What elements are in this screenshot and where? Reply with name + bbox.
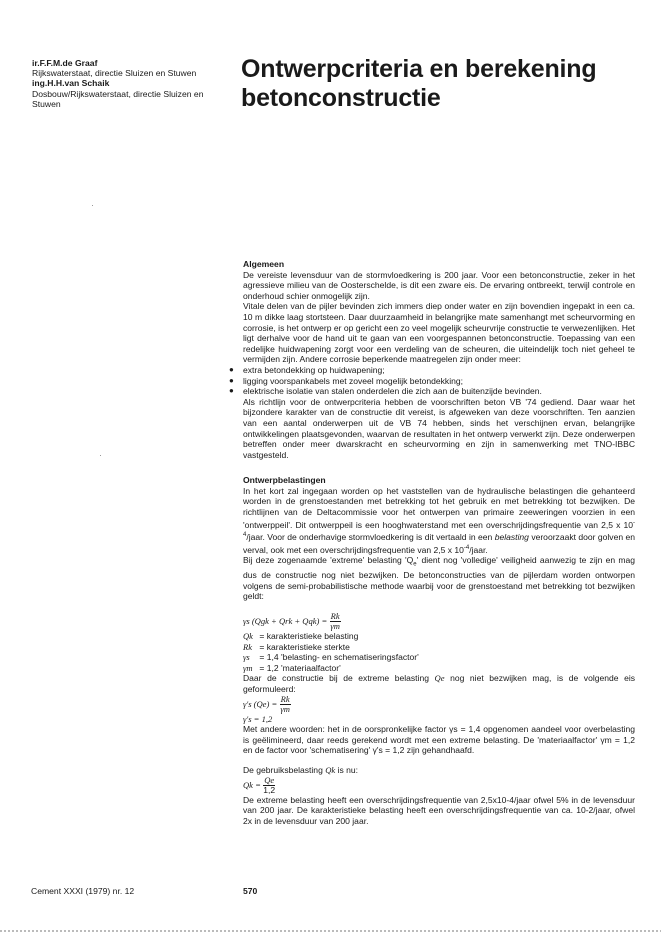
author-affiliation-1: Rijkswaterstaat, directie Sluizen en Stuwen: [32, 68, 197, 79]
title-line-2: betonconstructie: [241, 84, 441, 112]
title-line-1: Ontwerpcriteria en berekening: [241, 55, 597, 83]
fraction: $\frac{Rk}{\gamma m}$: [330, 611, 340, 632]
list-item: ● extra betondekking op huidwapening;: [243, 365, 635, 376]
heading-algemeen: Algemeen: [243, 259, 285, 269]
scan-speck: [92, 205, 93, 206]
fraction: $\frac{Qe}{1,2}$: [263, 774, 276, 795]
definition-row: Rk = karakteristieke sterkte: [243, 641, 350, 652]
paragraph: Bij deze zogenaamde 'extreme' belasting '$Q_e$' dient nog 'volledige' veiligheid aanwezig te zijn en mag dus de constructie nog niet bezwijken. De betonconstructies van de pijlerdam worden ontworpen volgens de semi-probabilistische methode waarbij voor de grenstoestand met betrekking tot bezwijken geldt:: [243, 554, 635, 602]
equation-extreme: γ's (Qe) = $\frac{Rk}{\gamma m}$: [243, 693, 290, 714]
list-item: ● elektrische isolatie van stalen onderdelen die zich aan de buitenzijde bevinden.: [243, 386, 635, 397]
paragraph: Met andere woorden: het in de oorspronkelijke factor γs = 1,4 opgenomen aandeel voor overbelasting is geëlimineerd, daar reeds gerekend wordt met een extreme belasting. De 'materiaalfactor' γm = 1,2 en de factor voor 'schematisering' γ's = 1,2 zijn gehandhaafd.: [243, 724, 635, 756]
paragraph: Vitale delen van de pijler bevinden zich immers diep onder water en zijn bovendien ingepakt in een ca. 10 m dikke laag stortsteen. Daar duurzaamheid in belangrijke mate samenhangt met scheurvorming en corrosie, is het ontwerp er op gericht een zo veel mogelijk scheurvrije constructie te verwezenlijken. Het ligt derhalve voor de hand uit te gaan van een voorgespannen betonconstructie. Toepassing van een redelijke huidwapening zorgt voor een verdeling van de scheuren, die uiteindelijk toch niet geheel te vermijden zijn. Andere corrosie beperkende maatregelen zijn onder meer:: [243, 301, 635, 365]
equation-service-load: Qk = $\frac{Qe}{1,2}$: [243, 774, 276, 795]
list-item: ● ligging voorspankabels met zoveel mogelijk betondekking;: [243, 376, 635, 387]
scan-speck: [100, 455, 101, 456]
paragraph: De vereiste levensduur van de stormvloedkering is 200 jaar. Voor een betonconstructie, zeker in het agressieve milieu van de Oosterschelde, is dit een zware eis. De ervaring ontbreekt, terwijl controle en onderhoud schier onmogelijk zijn.: [243, 269, 635, 301]
page-number: 570: [243, 886, 258, 896]
journal-citation: Cement XXXI (1979) nr. 12: [31, 886, 135, 896]
paragraph: De extreme belasting heeft een overschrijdingsfrequentie van 2,5x10-4/jaar ofwel 5% in de levensduur van 200 jaar. De karakteristieke belasting heeft een overschrijdingsfrequentie van ca. 10-2/jaar, ofwel 2x in de levensduur van 200 jaar.: [243, 794, 635, 826]
body-column: [243, 259, 635, 826]
fraction: $\frac{Rk}{\gamma m}$: [280, 693, 290, 714]
equation-gamma: γ's = 1,2: [243, 713, 273, 724]
paragraph: De gebruiksbelasting Qk is nu:: [243, 764, 358, 775]
article-title: [241, 55, 641, 113]
author-name-1: ir.F.F.M.de Graaf: [32, 58, 98, 68]
paragraph: In het kort zal ingegaan worden op het vaststellen van de hydraulische belastingen die gehanteerd worden in de grenstoestanden met betrekking tot het gebruik en met betrekking tot bezwijken. De richtlijnen van de Deltacommissie voor het ontwerpen van primaire zeeweringen voorzien in een 'ontwerppeil'. Dit ontwerppeil is een hooghwaterstand met een overschrijdingsfrequentie van 2,5 x $10^{-4}$/jaar. Voor de onderhavige stormvloedkering is dit vertaald in een belasting veroorzaakt door golven en verval, ook met een overschrijdingsfrequentie van 2,5 x $10^{-4}$/jaar.: [243, 485, 635, 555]
definition-row: γm = 1,2 'materiaalfactor': [243, 662, 341, 673]
author-name-2: ing.H.H.van Schaik: [32, 78, 110, 89]
paragraph: Als richtlijn voor de ontwerpcriteria hebben de voorschriften beton VB '74 gediend. Daar waar het bijzondere karakter van de constructie dit vereist, is afgeweken van deze voorschriften. Ten aanzien van een aantal onderwerpen uit de VB 74 hebben, sinds het verschijnen ervan, belangrijke ontwikkelingen plaatsgevonden, waarvan de resultaten in het ontwerp verwerkt zijn. Deze onderwerpen betreffen onder meer dwarskracht en scheurvorming en zijn in samenwerking met TNO-IBBC vastgesteld.: [243, 396, 635, 460]
definition-row: γs = 1,4 'belasting- en schematiseringsfactor': [243, 652, 419, 663]
heading-ontwerpbelastingen: Ontwerpbelastingen: [243, 475, 326, 486]
author-affiliation-2: Dosbouw/Rijkswaterstaat, directie Sluizen en Stuwen: [32, 88, 204, 109]
author-block: [32, 58, 232, 109]
measures-list: [243, 365, 635, 397]
symbol-definitions: [243, 631, 635, 673]
definition-row: Qk = karakteristieke belasting: [243, 631, 359, 642]
paragraph: Daar de constructie bij de extreme belasting Qe nog niet bezwijken mag, is de volgende eis geformuleerd:: [243, 673, 635, 695]
scan-edge: [0, 930, 661, 932]
equation-limit-state: γs (Qgk + Qrk + Qqk) = $\frac{Rk}{\gamma m}$: [243, 611, 340, 632]
